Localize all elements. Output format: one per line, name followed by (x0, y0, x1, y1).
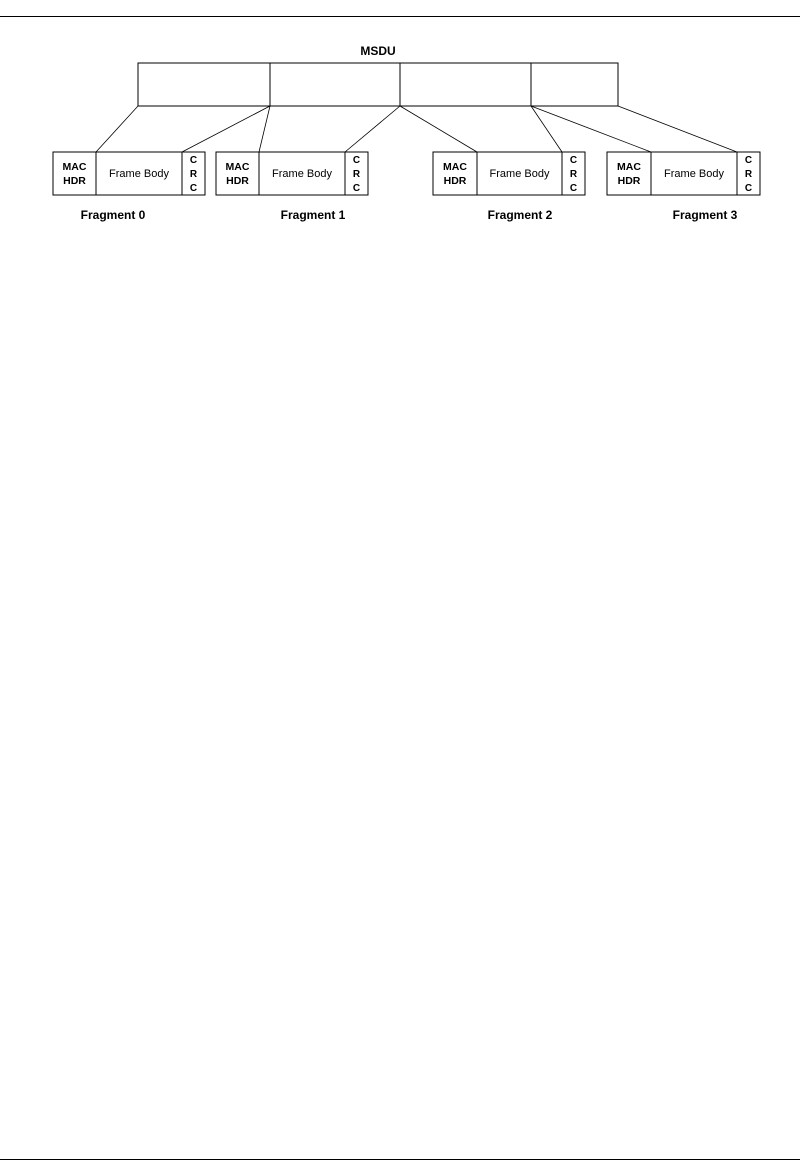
msdu-segment-2 (400, 63, 531, 106)
msdu-segment-0 (138, 63, 270, 106)
fragment-0 (53, 152, 205, 222)
crc-label: C (569, 183, 578, 194)
crc-label: C (189, 183, 198, 194)
mac-header-label: HDR (63, 175, 86, 187)
fragment-caption: Fragment 1 (280, 208, 346, 222)
mac-header-box (607, 152, 651, 195)
crc-label: R (189, 169, 198, 180)
crc-label: R (744, 169, 753, 180)
crc-label: C (189, 155, 198, 166)
mac-header-label: MAC (225, 161, 250, 173)
crc-label: R (569, 169, 578, 180)
connector-line (618, 106, 737, 152)
msdu-fragmentation-diagram (0, 0, 800, 240)
fragment-caption: Fragment 3 (672, 208, 738, 222)
mac-header-label: HDR (226, 175, 249, 187)
frame-body-label: Frame Body (272, 168, 332, 180)
connector-line (259, 106, 270, 152)
fragment-1 (216, 152, 368, 222)
fragment-caption: Fragment 0 (80, 208, 146, 222)
crc-label: C (352, 155, 361, 166)
crc-label: R (352, 169, 361, 180)
fragment-3 (607, 152, 760, 222)
fragment-2 (433, 152, 585, 222)
connector-line (345, 106, 400, 152)
mac-header-label: HDR (443, 175, 467, 187)
fragment-connectors (96, 106, 737, 152)
connector-line (96, 106, 138, 152)
mac-header-label: MAC (62, 161, 87, 173)
connector-line (531, 106, 651, 152)
crc-label: C (569, 155, 578, 166)
mac-header-label: HDR (617, 175, 641, 187)
msdu-label: MSDU (360, 44, 396, 58)
frame-body-label: Frame Body (664, 168, 724, 180)
connector-line (531, 106, 562, 152)
frame-body-label: Frame Body (109, 168, 169, 180)
crc-label: C (352, 183, 361, 194)
connector-line (182, 106, 270, 152)
fragment-caption: Fragment 2 (487, 208, 553, 222)
crc-label: C (744, 183, 753, 194)
mac-header-box (216, 152, 259, 195)
bottom-page-rule (0, 1159, 800, 1160)
mac-header-box (433, 152, 477, 195)
mac-header-label: MAC (617, 161, 641, 173)
crc-label: C (744, 155, 753, 166)
frame-body-label: Frame Body (489, 168, 550, 180)
msdu-bar (138, 63, 618, 106)
msdu-segment-1 (270, 63, 400, 106)
msdu-segment-3 (531, 63, 618, 106)
connector-line (400, 106, 477, 152)
mac-header-box (53, 152, 96, 195)
mac-header-label: MAC (443, 161, 467, 173)
